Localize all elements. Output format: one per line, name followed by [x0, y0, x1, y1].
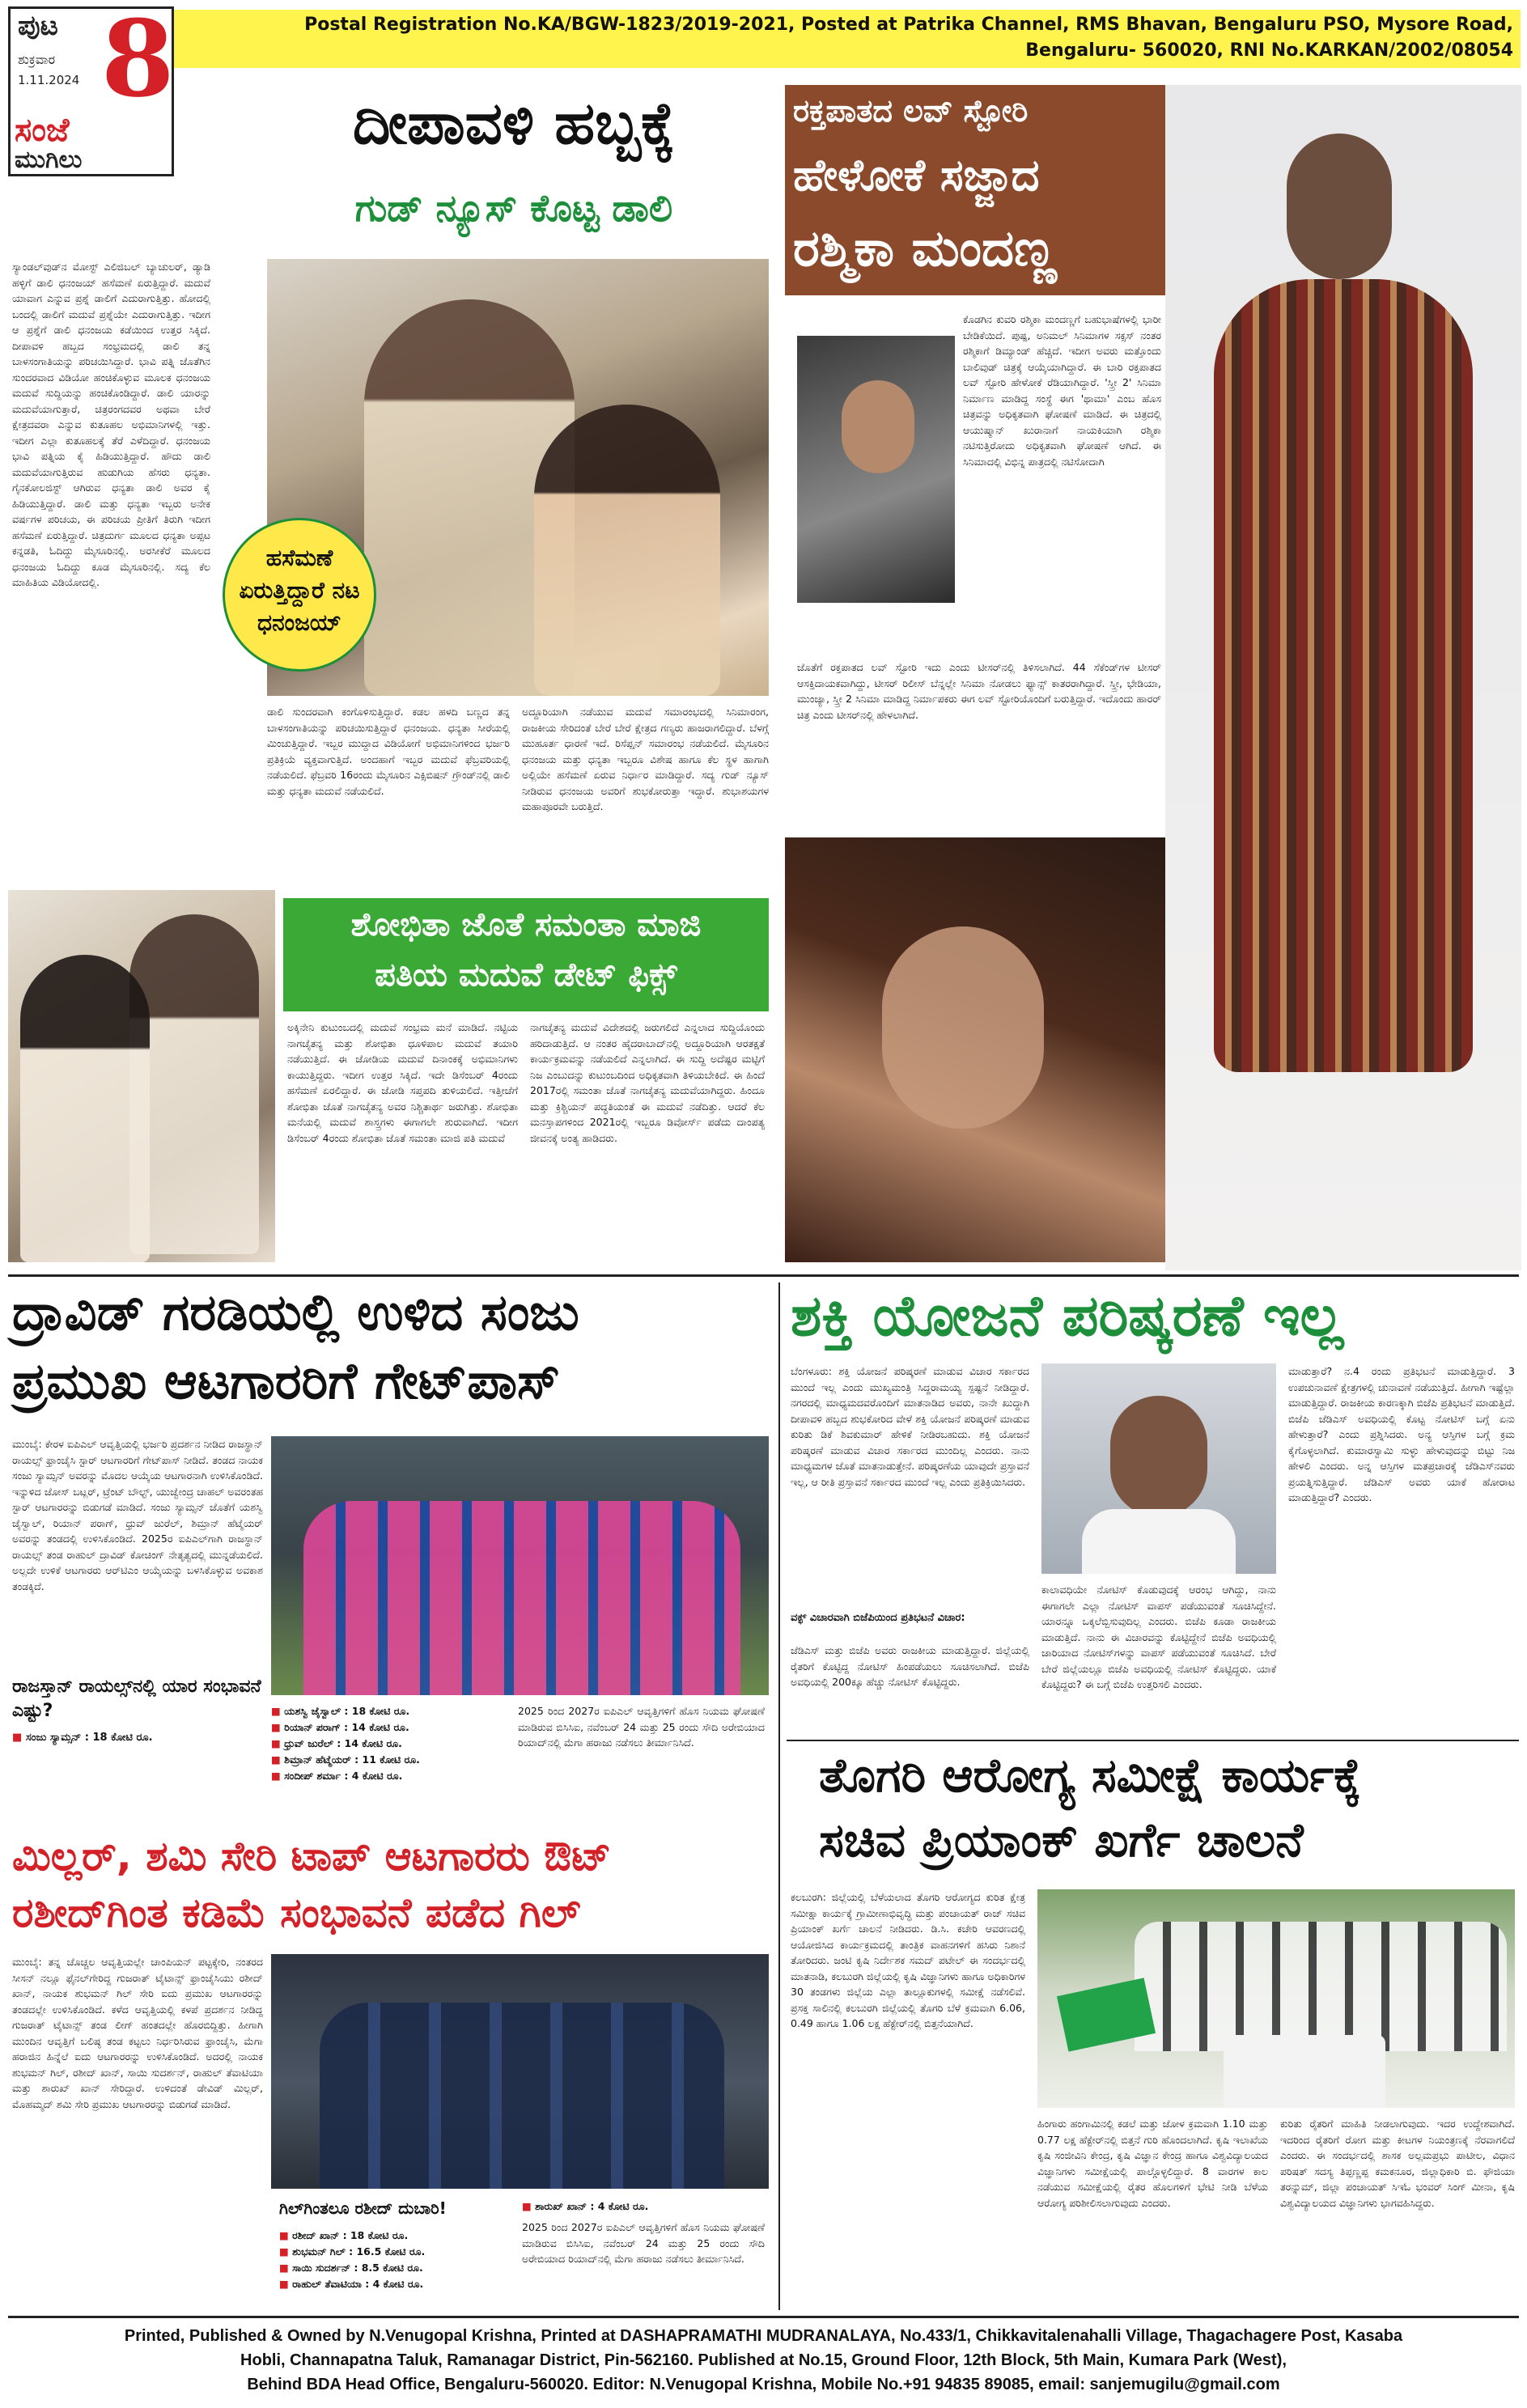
rashmika-body-top: ಕೊಡಗಿನ ಕುವರಿ ರಶ್ಮಿಕಾ ಮಂದಣ್ಣಗೆ ಬಹುಭಾಷೆಗಳಲ್ಲಿ ಭಾರೀ ಬೇಡಿಕೆಯಿದೆ. ಪುಷ್ಪ, ಅನಿಮಲ್ ಸಿನಿಮಾಗಳ ಸಕ್ಸಸ್ ನಂತರ ರಶ್ಮಿಕಾಗೆ ಡಿಮ್ಯಾಂಡ್ ಹೆಚ್ಚಿದೆ. ಇದೀಗ ಅವರು ಮತ್ತೊಂದು ಬಾಲಿವುಡ್ ಚಿತ್ರಕ್ಕೆ ಆಯ್ಕೆಯಾಗಿದ್ದಾರೆ. ಈ ಬಾರಿ ರಕ್ತಪಾತದ ಲವ್ ಸ್ಟೋರಿ ಹೇಳೋಕೆ ರೆಡಿಯಾಗಿದ್ದಾರೆ. 'ಸ್ತ್ರೀ 2' ಸಿನಿಮಾ ನಿರ್ಮಾಣ ಮಾಡಿದ್ದ ಸಂಸ್ಥೆ ಈಗ 'ಥಾಮಾ' ಎಂಬ ಹೊಸ ಚಿತ್ರವನ್ನು ಅಧಿಕೃತವಾಗಿ ಘೋಷಣೆ ಮಾಡಿದೆ. ಈ ಚಿತ್ರದಲ್ಲಿ ಆಯುಷ್ಮಾನ್ ಖುರಾನಾಗೆ ನಾಯಕಿಯಾಗಿ ರಶ್ಮಿಕಾ ನಟಿಸುತ್ತಿರೋದು ಅಧಿಕೃತವಾಗಿ ಘೋಷಣೆ ಆಗಿದೆ. ಈ ಸಿನಿಮಾದಲ್ಲಿ ವಿಭಿನ್ನ ಪಾತ್ರದಲ್ಲಿ ನಟಿಸೋದಾಗಿ [963, 313, 1161, 468]
sanju-story [0, 1282, 777, 1825]
sanju-headline-2: ಪ್ರಮುಖ ಆಟಗಾರರಿಗೆ ಗೇಟ್‌ಪಾಸ್ [12, 1351, 561, 1410]
bullet-icon: ■ [271, 1737, 285, 1749]
players-group [303, 1501, 740, 1695]
samantha-col1: ಅಕ್ಕಿನೇನಿ ಕುಟುಂಬದಲ್ಲಿ ಮದುವೆ ಸಂಭ್ರಮ ಮನೆ ಮಾಡಿದೆ. ನಟ್ಟಿಯ ನಾಗಚೈತನ್ಯ ಮತ್ತು ಶೋಭಿತಾ ಧೂಳಿಪಾಲ ಮದುವೆ ತಯಾರಿ ನಡೆಯುತ್ತಿದೆ. ಈ ಜೋಡಿಯ ಮದುವೆ ದಿನಾಂಕಕ್ಕೆ ಅಭಿಮಾನಿಗಳು ಕಾಯುತ್ತಿದ್ದರು. ಇದೀಗ ಉತ್ತರ ಸಿಕ್ಕಿದೆ. ಇದೇ ಡಿಸೆಂಬರ್ 4ರಂದು ಹಸೆಮಣೆ ಏರಲಿದ್ದಾರೆ. ಈ ಜೋಡಿ ಸಪ್ತಪದಿ ತುಳಿಯಲಿದೆ. ಇತ್ತೀಚೆಗೆ ಶೋಭಿತಾ ಜೊತೆ ನಾಗಚೈತನ್ಯ ಅವರ ನಿಶ್ಚಿತಾರ್ಥ ಜರುಗಿತ್ತು. ಶೋಭಿತಾ ಮನೆಯಲ್ಲಿ ಮದುವೆ ಶಾಸ್ತ್ರಗಳು ಈಗಾಗಲೇ ಶುರುವಾಗಿದೆ. ಇದೀಗ ಡಿಸೆಂಬರ್ 4ರಂದು ಶೋಭಿತಾ ಜೊತೆ ಸಮಂತಾ ಮಾಜಿ ಪತಿ ಮದುವೆ [287, 1021, 518, 1144]
vertical-divider [778, 1282, 780, 2310]
closeup-face [882, 926, 1044, 1129]
horizontal-divider [787, 1740, 1519, 1741]
shakti-story [787, 1282, 1519, 1736]
ayushmann-face [842, 380, 914, 473]
retained-player-row: ■ ರಾಹುಲ್ ತೆವಾಟಿಯಾ : 4 ಕೋಟಿ ರೂ. [279, 2278, 424, 2290]
bullet-icon: ■ [271, 1753, 285, 1766]
gill-headline-1: ಮಿಲ್ಲರ್, ಶಮಿ ಸೇರಿ ಟಾಪ್ ಆಟಗಾರರು ಔಟ್ [12, 1833, 612, 1880]
shakti-col1-subhead: ವಕ್ಫ್ ವಿಚಾರವಾಗಿ ಬಿಜೆಪಿಯಿಂದ ಪ್ರತಿಭಟನೆ ವಿಚಾರ: [791, 1612, 965, 1624]
paper-name-line2: ಮುಗಿಲು [15, 146, 83, 174]
sanju-retained-list [271, 1703, 506, 1784]
dhananjay-story [0, 77, 777, 886]
gill-story [0, 1833, 777, 2310]
retained-player-row: ■ ಧ್ರುವ್ ಜುರೆಲ್ : 14 ಕೋಟಿ ರೂ. [271, 1737, 402, 1749]
retained-player-row: ■ ಶಿಮ್ರಾನ್ ಹೆಟ್ಮೆಯರ್ : 11 ಕೋಟಿ ರೂ. [271, 1753, 420, 1766]
imprint-line-3: Behind BDA Head Office, Bengaluru-560020. Editor: N.Venugopal Krishna, Mobile No.+91 94835 89085, email: sanjemugilu@gmail.com [247, 2376, 1280, 2393]
sanju-subhead: ರಾಜಸ್ತಾನ್ ರಾಯಲ್ಸ್‌ನಲ್ಲಿ ಯಾರ ಸಂಭಾವನೆ ಎಷ್ಟು? [12, 1677, 261, 1721]
retained-player-row: ■ ಶಾರುಖ್ ಖಾನ್ : 4 ಕೋಟಿ ರೂ. [522, 2200, 649, 2212]
bride-figure [534, 405, 720, 696]
couple-figure-woman [20, 955, 150, 1262]
dhananjay-photo-caption: ಹಸೆಮಣೆ ಏರುತ್ತಿದ್ದಾರೆ ನಟ ಧನಂಜಯ್ [239, 545, 360, 636]
gill-headline-2: ರಶೀದ್‌ಗಿಂತ ಕಡಿಮೆ ಸಂಭಾವನೆ ಪಡೆದ ಗಿಲ್ [12, 1889, 581, 1936]
bullet-icon: ■ [271, 1705, 285, 1717]
gill-auction-note: 2025 ರಿಂದ 2027ರ ಐಪಿಎಲ್ ಆವೃತ್ತಿಗಳಿಗೆ ಹೊಸ ನಿಯಮ ಘೋಷಣೆ ಮಾಡಿರುವ ಬಿಸಿಸಿಐ, ನವೆಂಬರ್ 24 ಮತ್ತು 25 ರಂದು ಸೌದಿ ಅರೇಬಿಯಾದ ರಿಯಾದ್‌ನಲ್ಲಿ ಮೆಗಾ ಹರಾಜು ನಡೆಸಲು ತೀರ್ಮಾನಿಸಿದೆ. [522, 2221, 765, 2265]
retained-player-row: ■ ಶುಭಮನ್ ಗಿಲ್ : 16.5 ಕೋಟಿ ರೂ. [279, 2245, 426, 2258]
shakti-col1-b: ಜೆಡಿಎಸ್ ಮತ್ತು ಬಿಜೆಪಿ ಅವರು ರಾಜಕೀಯ ಮಾಡುತ್ತಿದ್ದಾರೆ. ಜಿಲ್ಲೆಯಲ್ಲಿ ರೈತರಿಗೆ ಕೊಟ್ಟಿದ್ದ ನೋಟಿಸ್ ಹಿಂಪಡೆಯಲು ಸೂಚಿಸಲಾಗಿದೆ. ಬಿಜೆಪಿ ಅವಧಿಯಲ್ಲಿ 200ಕ್ಕೂ ಹೆಚ್ಚು ನೋಟಿಸ್ ಕೊಟ್ಟಿದ್ದರು. [791, 1644, 1029, 1688]
togari-col3: ಕುರಿತು ರೈತರಿಗೆ ಮಾಹಿತಿ ನೀಡಲಾಗುವುದು. ಇದರ ಉದ್ದೇಶವಾಗಿದೆ. ಇದರಿಂದ ರೈತರಿಗೆ ರೋಗ ಮತ್ತು ಕೀಟಗಳ ನಿಯಂತ್ರಣಕ್ಕೆ ನೆರವಾಗಲಿದೆ ಎಂದರು. ಈ ಸಂದರ್ಭದಲ್ಲಿ ಶಾಸಕ ಅಲ್ಲಮಪ್ರಭು ಪಾಟೀಲ, ವಿಧಾನ ಪರಿಷತ್ ಸದಸ್ಯ ತಿಪ್ಪಣ್ಣಪ್ಪ ಕಮಕನೂರ, ಜಿಲ್ಲಾಧಿಕಾರಿ ಬಿ. ಫೌಜಿಯಾ ತರನ್ನುಮ್, ಜಿಲ್ಲಾ ಪಂಚಾಯತ್ ಸಿಇಓ ಭಂವರ್ ಸಿಂಗ್ ಮೀನಾ, ಕೃಷಿ ವಿಶ್ವವಿದ್ಯಾಲಯದ ವಿಜ್ಞಾನಿಗಳು ಭಾಗವಹಿಸಿದ್ದರು. [1280, 2118, 1515, 2209]
shakti-col2: ಕಾಲಾವಧಿಯೇ ನೋಟಿಸ್ ಕೊಡುವುದಕ್ಕೆ ಆರಂಭ ಆಗಿದ್ದು, ನಾನು ಈಗಾಗಲೇ ಎಲ್ಲಾ ನೋಟಿಸ್ ವಾಪಸ್ ಪಡೆಯುವಂತೆ ಸೂಚಿಸಿದ್ದೇನೆ. ಯಾರನ್ನೂ ಒಕ್ಕಲೆಬ್ಬಿಸುವುದಿಲ್ಲ ಎಂದರು. ಬಿಜೆಪಿ ಕೂಡಾ ರಾಜಕೀಯ ಮಾಡುತ್ತಿದೆ. ನಾನು ಈ ವಿಚಾರವನ್ನು ಕೊಟ್ಟಿದ್ದೇನೆ ಬಿಜೆಪಿ ಅವಧಿಯಲ್ಲಿ ಜಾರಿಯಾದ ನೋಟಿಸ್‌ಗಳನ್ನು ವಾಪಸ್ ಪಡೆಯುವಂತೆ ಸೂಚಿಸಿದೆ. ಬೇರೆ ಬೇರೆ ಜಿಲ್ಲೆಯಲ್ಲೂ ಬಿಜೆಪಿ ಅವಧಿಯಲ್ಲಿ ನೋಟಿಸ್ ಕೊಟ್ಟಿದ್ದರು. ಯಾಕೆ ಕೊಟ್ಟಿದ್ದರು? ಈ ಬಗ್ಗೆ ಬಿಜೆಪಿ ಉತ್ತರಿಸಲಿ ಎಂದರು. [1041, 1583, 1276, 1690]
dhananjay-col2: ಡಾಲಿ ಸುಂದರವಾಗಿ ಕಂಗೊಳಿಸುತ್ತಿದ್ದಾರೆ. ಕಡಲ ಹಳದಿ ಬಣ್ಣದ ತನ್ನ ಬಾಳಸಂಗಾತಿಯನ್ನು ಪರಿಚಯಿಸುತ್ತಿದ್ದಾರೆ ಧನಂಜಯ. ಧನ್ಯತಾ ಸೀರೆಯಲ್ಲಿ ಮಿಂಚುತ್ತಿದ್ದಾರೆ. ಇಬ್ಬರ ಮುದ್ದಾದ ವಿಡಿಯೋಗೆ ಅಭಿಮಾನಿಗಳಿಂದ ಭರ್ಜರಿ ಪ್ರತಿಕ್ರಿಯೆ ವ್ಯಕ್ತವಾಗುತ್ತಿದೆ. ಅಂದಹಾಗೆ ಇಬ್ಬರ ಮದುವೆ ಫೆಬ್ರವರಿಯಲ್ಲಿ ನಡೆಯಲಿದೆ. ಫೆಬ್ರವರಿ 16ರಂದು ಮೈಸೂರಿನ ಎಕ್ಸಿಬಿಷನ್ ಗ್ರೌಂಡ್‌ನಲ್ಲಿ ಡಾಲಿ ಮತ್ತು ಧನ್ಯತಾ ಮದುವೆ ನಡೆಯಲಿದೆ. [267, 706, 510, 797]
gt-players-group [320, 2003, 724, 2189]
dhananjay-headline: ದೀಪಾವಳಿ ಹಬ್ಬಕ್ಕೆ [352, 89, 676, 157]
horizontal-divider [8, 1274, 1519, 1277]
puta-label: ಪುಟ [18, 10, 58, 42]
samantha-story [0, 890, 777, 1270]
event-crowd [1135, 1922, 1507, 2051]
gill-body: ಮುಂಬೈ: ತನ್ನ ಚೊಚ್ಚಲ ಆವೃತ್ತಿಯಲ್ಲೇ ಚಾಂಪಿಯನ್ ಪಟ್ಟಕ್ಕೇರಿ, ನಂತರದ ಸೀಸನ್ ನಲ್ಲೂ ಫೈನಲ್‌ಗೇರಿದ್ದ ಗುಜರಾತ್ ಟೈಟಾನ್ಸ್ ಫ್ರಾಂಚೈಸಿಯು ರಶೀದ್ ಖಾನ್, ನಾಯಕ ಶುಭಮನ್ ಗಿಲ್ ಸೇರಿ ಐದು ಪ್ರಮುಖ ಆಟಗಾರರನ್ನು ತಂಡದಲ್ಲೇ ಉಳಿಸಿಕೊಂಡಿದೆ. ಕಳೆದ ಆವೃತ್ತಿಯಲ್ಲಿ ಕಳಪೆ ಪ್ರದರ್ಶನ ನೀಡಿದ್ದ ಗುಜರಾತ್ ಟೈಟಾನ್ಸ್ ತಂಡ ಲೀಗ್ ಹಂತದಲ್ಲೇ ಹೊರಬಿದ್ದಿತ್ತು. ಹೀಗಾಗಿ ಮುಂದಿನ ಆವೃತ್ತಿಗೆ ಬಲಿಷ್ಠ ತಂಡ ಕಟ್ಟಲು ನಿರ್ಧರಿಸಿರುವ ಫ್ರಾಂಚೈಸಿ, ಮೆಗಾ ಹರಾಜಿನ ಹಿನ್ನೆಲೆ ಐದು ಆಟಗಾರರನ್ನು ಉಳಿಸಿಕೊಂಡಿದೆ. ಅದರಲ್ಲಿ ನಾಯಕ ಶುಭಮನ್ ಗಿಲ್, ರಶೀದ್ ಖಾನ್, ಸಾಯಿ ಸುದರ್ಶನ್, ರಾಹುಲ್ ತೆವಾಟಿಯಾ ಮತ್ತು ಶಾರುಖ್ ಖಾನ್ ಸೇರಿದ್ದಾರೆ. ಉಳಿದಂತೆ ಡೇವಿಡ್ ಮಿಲ್ಲರ್, ಮೊಹಮ್ಮದ್ ಶಮಿ ಸೇರಿ ಪ್ರಮುಖ ಆಟಗಾರರನ್ನು ಬಿಡುಗಡೆ ಮಾಡಿದೆ. [12, 1956, 263, 2110]
sanju-body: ಮುಂಬೈ: ಕೇರಳ ಐಪಿಎಲ್ ಆವೃತ್ತಿಯಲ್ಲಿ ಭರ್ಜರಿ ಪ್ರದರ್ಶನ ನೀಡಿದ ರಾಜಸ್ಥಾನ್ ರಾಯಲ್ಸ್ ಫ್ರಾಂಚೈಸಿ ಸ್ಟಾರ್ ಆಟಗಾರರಿಗೆ ಗೇಟ್‌ಪಾಸ್ ನೀಡಿದೆ. ತಂಡದ ನಾಯಕ ಸಂಜು ಸ್ಯಾಮ್ಸನ್ ಅವರನ್ನು ಮೊದಲ ಆಯ್ಕೆಯ ಆಟಗಾರನಾಗಿ ಉಳಿಸಿಕೊಂಡಿದೆ. ಇನ್ನುಳಿದ ಜೋಸ್ ಬಟ್ಲರ್, ಟ್ರೆಂಟ್ ಬೌಲ್ಟ್, ಯುಜ್ವೇಂದ್ರ ಚಾಹಲ್ ಅವರಂತಹ ಸ್ಟಾರ್ ಆಟಗಾರರನ್ನು ಬಿಡುಗಡೆ ಮಾಡಿದೆ. ಸಂಜು ಸ್ಯಾಮ್ಸನ್ ಜೊತೆಗೆ ಯಶಸ್ವಿ ಜೈಸ್ವಾಲ್, ರಿಯಾನ್ ಪರಾಗ್, ಧ್ರುವ್ ಜುರೆಲ್, ಶಿಮ್ರಾನ್ ಹೆಟ್ಮೆಯರ್ ಅವರನ್ನು ತಂಡದಲ್ಲಿ ಉಳಿಸಿಕೊಂಡಿದೆ. 2025ರ ಐಪಿಎಲ್‌ಗಾಗಿ ರಾಜಸ್ಥಾನ್ ರಾಯಲ್ಸ್ ತಂಡ ರಾಹುಲ್ ದ್ರಾವಿಡ್ ಕೋಚಿಂಗ್ ನೇತೃತ್ವದಲ್ಲಿ ಮುನ್ನಡೆಯಲಿದೆ. ಅಲ್ಲದೇ ಉಳಿಕೆ ಆಟಗಾರರು ಆರ್‌ಟಿಎಂ ಆಯ್ಕೆಯನ್ನು ಬಳಸಿಕೊಳ್ಳುವ ಅವಕಾಶ ತಂಡಕ್ಕಿದೆ. [12, 1438, 263, 1592]
retained-player-sanju: ಸಂಜು ಸ್ಯಾಮ್ಸನ್ : 18 ಕೋಟಿ ರೂ. [25, 1732, 153, 1744]
bullet-icon: ■ [279, 2229, 293, 2241]
togari-col1: ಕಲಬುರಗಿ: ಜಿಲ್ಲೆಯಲ್ಲಿ ಬೆಳೆಯಲಾದ ತೊಗರಿ ಆರೋಗ್ಯದ ಕುರಿತ ಕ್ಷೇತ್ರ ಸಮೀಕ್ಷಾ ಕಾರ್ಯಕ್ಕೆ ಗ್ರಾಮೀಣಾಭಿವೃದ್ಧಿ ಮತ್ತು ಪಂಚಾಯತ್ ರಾಜ್ ಸಚಿವ ಪ್ರಿಯಾಂಕ್ ಖರ್ಗೆ ಚಾಲನೆ ನೀಡಿದರು. ಡಿ.ಸಿ. ಕಚೇರಿ ಆವರಣದಲ್ಲಿ ಆಯೋಜಿಸಿದ ಕಾರ್ಯಕ್ರಮದಲ್ಲಿ ತಾಂತ್ರಿಕ ವಾಹನಗಳಿಗೆ ಹಸಿರು ನಿಶಾನೆ ತೋರಿದರು. ಜಂಟಿ ಕೃಷಿ ನಿರ್ದೇಶಕ ಸಮದ್ ಪಟೇಲ್ ಈ ಸಂದರ್ಭದಲ್ಲಿ ಮಾತನಾಡಿ, ಕಲಬುರಗಿ ಜಿಲ್ಲೆಯಲ್ಲಿ ಕೃಷಿ ವಿಜ್ಞಾನಿಗಳು ಹಾಗೂ ಅಧಿಕಾರಿಗಳ 30 ತಂಡಗಳು ಜಿಲ್ಲೆಯ ಎಲ್ಲಾ ತಾಲ್ಲೂಕುಗಳಲ್ಲಿ ಸಮೀಕ್ಷೆ ನಡೆಸಲಿವೆ. ಪ್ರಸಕ್ತ ಸಾಲಿನಲ್ಲಿ ಕಲಬುರಗಿ ಜಿಲ್ಲೆಯಲ್ಲಿ ತೊಗರಿ ಬೆಳೆ ಕ್ರಮವಾಗಿ 6.06, 0.49 ಹಾಗೂ 1.06 ಲಕ್ಷ ಹೆಕ್ಟೇರ್‌ನಲ್ಲಿ ಬಿತ್ತನೆಯಾಗಿದೆ. [791, 1891, 1025, 2029]
retained-player-row: ■ ರಿಯಾನ್ ಪರಾಗ್ : 14 ಕೋಟಿ ರೂ. [271, 1721, 409, 1733]
shakti-col1: ಬೆಂಗಳೂರು: ಶಕ್ತಿ ಯೋಜನೆ ಪರಿಷ್ಕರಣೆ ಮಾಡುವ ವಿಚಾರ ಸರ್ಕಾರದ ಮುಂದೆ ಇಲ್ಲ ಎಂದು ಮುಖ್ಯಮಂತ್ರಿ ಸಿದ್ದರಾಮಯ್ಯ ಸ್ಪಷ್ಟನೆ ನೀಡಿದ್ದಾರೆ. ನಗರದಲ್ಲಿ ಮಾಧ್ಯಮದವರೊಂದಿಗೆ ಮಾತನಾಡಿದ ಅವರು, ನಾನೇ ಖುದ್ದಾಗಿ ದೀಪಾವಳಿ ಹಬ್ಬದ ಶುಭಕೋರಿದ ವೇಳೆ ಶಕ್ತಿ ಯೋಜನೆ ಪರಿಷ್ಕರಣೆ ಮಾಡುವ ಕುರಿತು ಡಿಕೆ ಶಿವಕುಮಾರ್ ಹೇಳಿಕೆ ನೀಡಿರಬಹುದು. ಶಕ್ತಿ ಯೋಜನೆ ಪರಿಷ್ಕರಣೆ ಮಾಡುವ ವಿಚಾರ ಸರ್ಕಾರದ ಮುಂದಿಲ್ಲ ಎಂದರು. ನಾನು ಮಾಧ್ಯಮಗಳ ಜೊತೆ ಮಾತನಾಡುತ್ತೇನೆ. ಪರಿಷ್ಕರಣೆಯ ಯಾವುದೇ ಪ್ರಸ್ತಾವನೆ ಇಲ್ಲ, ಆ ರೀತಿ ಪ್ರಸ್ತಾವನೆ ಸರ್ಕಾರದ ಮುಂದೆ ಇಲ್ಲ ಎಂದು ಪ್ರತಿಕ್ರಿಯಿಸಿದರು. [791, 1365, 1029, 1488]
sanju-headline-1: ದ್ರಾವಿಡ್ ಗರಡಿಯಲ್ಲಿ ಉಳಿದ ಸಂಜು [12, 1282, 579, 1342]
ayushmann-photo [797, 336, 955, 603]
imprint-footer [8, 2324, 1519, 2405]
gill-retained-list-right [522, 2198, 765, 2215]
bullet-icon: ■ [279, 2245, 293, 2258]
shakti-headline: ಶಕ್ತಿ ಯೋಜನೆ ಪರಿಷ್ಕರಣೆ ಇಲ್ಲ [791, 1282, 1344, 1349]
togari-headline-1: ತೊಗರಿ ಆರೋಗ್ಯ ಸಮೀಕ್ಷೆ ಕಾರ್ಯಕ್ಕೆ [819, 1748, 1362, 1803]
siddaramaiah-photo [1041, 1363, 1276, 1574]
rashmika-headline-3: ರಶ್ಮಿಕಾ ಮಂದಣ್ಣ [793, 218, 1057, 278]
dhananjay-col1: ಸ್ಯಾಂಡಲ್‌ವುಡ್‌ನ ಮೋಸ್ಟ್ ಎಲಿಜಿಬಲ್ ಬ್ಯಾಚುಲರ್, ಡ್ಯಾಡಿ ಹಳ್ಳಿಗೆ ಡಾಲಿ ಧನಂಜಯ್ ಹಸೆಮಣೆ ಏರುತ್ತಿದ್ದಾರೆ. ಮದುವೆ ಯಾವಾಗ ಎನ್ನುವ ಪ್ರಶ್ನೆ ಡಾಲಿಗೆ ಎದುರಾಗುತ್ತಿತ್ತು. ಹೋದಲ್ಲಿ ಬಂದಲ್ಲಿ ಡಾಲಿಗೆ ಮದುವೆ ಪ್ರಶ್ನೆಯೇ ಎದುರಾಗುತ್ತಿತ್ತು. ಇದೀಗ ಆ ಪ್ರಶ್ನೆಗೆ ಡಾಲಿ ಧನಂಜಯ ಕಡೆಯಿಂದ ಉತ್ತರ ಸಿಕ್ಕಿದೆ. ದೀಪಾವಳಿ ಹಬ್ಬದ ಸಂಭ್ರಮದಲ್ಲಿ ಡಾಲಿ ತನ್ನ ಬಾಳಸಂಗಾತಿಯನ್ನು ಪರಿಚಯಿಸಿದ್ದಾರೆ. ಭಾವಿ ಪತ್ನಿ ಜೊತೆಗಿನ ಸುಂದರವಾದ ವಿಡಿಯೋ ಹಂಚಿಕೊಳ್ಳುವ ಮೂಲಕ ಧನಂಜಯ ಮದುವೆ ಸುದ್ದಿಯನ್ನು ಹಂಚಿಕೊಂಡಿದ್ದಾರೆ. ಡಾಲಿ ಯಾರನ್ನು ಮದುವೆಯಾಗುತ್ತಾರೆ, ಚಿತ್ರರಂಗದವರ ಅಥವಾ ಬೇರೆ ಕ್ಷೇತ್ರದವರಾ ಎನ್ನುವ ಕುತೂಹಲ ಅಭಿಮಾನಿಗಳಲ್ಲಿ ಇತ್ತು. ಇದೀಗ ಎಲ್ಲಾ ಕುತೂಹಲಕ್ಕೆ ತೆರೆ ಎಳೆದಿದ್ದಾರೆ. ಧನಂಜಯ ಭಾವಿ ಪತ್ನಿಯ ಕೈ ಹಿಡಿಯುತ್ತಿದ್ದಾರೆ. ಹೌದು ಡಾಲಿ ಮದುವೆಯಾಗುತ್ತಿರುವ ಹುಡುಗಿಯ ಹೆಸರು ಧನ್ಯತಾ. ಗೈನಕೋಲಜಿಸ್ಟ್ ಆಗಿರುವ ಧನ್ಯತಾ ಡಾಲಿ ಅವರ ಕೈ ಹಿಡಿಯುತ್ತಿದ್ದಾರೆ. ಡಾಲಿ ಮತ್ತು ಧನ್ಯತಾ ಇಬ್ಬರು ಅನೇಕ ವರ್ಷಗಳ ಪರಿಚಯ, ಈ ಪರಿಚಯ ಪ್ರೀತಿಗೆ ತಿರುಗಿ ಇದೀಗ ಹಸೆಮಣೆ ಏರುತ್ತಿದ್ದಾರೆ. ಚಿತ್ರದುರ್ಗ ಮೂಲದ ಧನ್ಯತಾ ಅಪ್ಪಟ ಕನ್ನಡತಿ, ಓದಿದ್ದು ಮೈಸೂರಿನಲ್ಲಿ. ಅರಸೀಕೆರೆ ಮೂಲದ ಧನಂಜಯ ಓದಿದ್ದು ಕೂಡ ಮೈಸೂರಿನಲ್ಲಿ. ಸದ್ಯ ಕೆಲ ಮಾಹಿತಿಯ ವಿಡಿಯೋದಲ್ಲಿ. [12, 261, 210, 588]
paper-name-line1: ಸಂಜೆ [15, 112, 70, 149]
rashmika-body-bottom: ಜೊತೆಗೆ ರಕ್ತಪಾತದ ಲವ್ ಸ್ಟೋರಿ ಇದು ಎಂದು ಟೀಸರ್‌ನಲ್ಲಿ ತಿಳಿಸಲಾಗಿದೆ. 44 ಸೆಕೆಂಡ್‌ಗಳ ಟೀಸರ್ ಆಸಕ್ತಿದಾಯಕವಾಗಿದ್ದು, ಟೀಸರ್ ರಿಲೀಸ್ ಬೆನ್ನಲ್ಲೇ ಸಿನಿಮಾ ನೋಡಲು ಫ್ಯಾನ್ಸ್ ಕಾತರರಾಗಿದ್ದಾರೆ. ಸ್ತ್ರೀ, ಭೇಡಿಯಾ, ಮುಂಜ್ಯಾ, ಸ್ತ್ರೀ 2 ಸಿನಿಮಾ ಮಾಡಿದ್ದ ನಿರ್ಮಾಪಕರು ಈಗ ಲವ್ ಸ್ಟೋರಿಯೊಂದಿಗೆ ಬರುತ್ತಿದ್ದಾರೆ. ಇದೊಂದು ಹಾರರ್ ಚಿತ್ರ ಎಂದು ಟೀಸರ್‌ನಲ್ಲಿ ಹೇಳಲಾಗಿದೆ. [797, 661, 1161, 721]
vehicle [1224, 2035, 1385, 2108]
retained-player-row: ■ ಸಾಯಿ ಸುದರ್ಶನ್ : 8.5 ಕೋಟಿ ರೂ. [279, 2262, 423, 2274]
bullet-icon: ■ [271, 1770, 285, 1782]
standing-figure-head [1287, 134, 1392, 279]
bullet-icon: ■ [271, 1721, 285, 1733]
standing-figure-jacket [1214, 279, 1473, 1072]
sanju-auction-note: 2025 ರಿಂದ 2027ರ ಐಪಿಎಲ್ ಆವೃತ್ತಿಗಳಿಗೆ ಹೊಸ ನಿಯಮ ಘೋಷಣೆ ಮಾಡಿರುವ ಬಿಸಿಸಿಐ, ನವೆಂಬರ್ 24 ಮತ್ತು 25 ರಂದು ಸೌದಿ ಅರೇಬಿಯಾದ ರಿಯಾದ್‌ನಲ್ಲಿ ಮೆಗಾ ಹರಾಜು ನಡೆಸಲು ತೀರ್ಮಾನಿಸಿದೆ. [518, 1705, 765, 1749]
retained-player-row: ■ ಸಂದೀಪ್ ಶರ್ಮಾ : 4 ಕೋಟಿ ರೂ. [271, 1770, 403, 1782]
dhananjay-col3: ಅದ್ದೂರಿಯಾಗಿ ನಡೆಯುವ ಮದುವೆ ಸಮಾರಂಭದಲ್ಲಿ ಸಿನಿಮಾರಂಗ, ರಾಜಕೀಯ ಸೇರಿದಂತೆ ಬೇರೆ ಬೇರೆ ಕ್ಷೇತ್ರದ ಗಣ್ಯರು ಹಾಜರಾಗಲಿದ್ದಾರೆ. ಬೆಳಗ್ಗೆ ಮುಹೂರ್ತ ಧಾರಣೆ ಇದೆ. ರಿಸೆಪ್ಷನ್ ಸಮಾರಂಭ ನಡೆಯಲಿದೆ. ಮೈಸೂರಿನ ಧನಂಜಯ ಮತ್ತು ಧನ್ಯತಾ ಇಬ್ಬರೂ ವಿಶೇಷ ಹಾಗೂ ಕೆಲ ಸ್ಥಳ ಹಾಗಾಗಿ ಅಲ್ಲಿಯೇ ಹಸೆಮಣೆ ಏರುವ ನಿರ್ಧಾರ ಮಾಡಿದ್ದಾರೆ. ಸದ್ಯ ಗುಡ್ ನ್ಯೂಸ್ ನೀಡಿರುವ ಧನಂಜಯ ಅವರಿಗೆ ಶುಭಕೋರುತ್ತಾ ಇದ್ದಾರೆ. ಶುಭಾಶಯಗಳ ಮಹಾಪೂರವೇ ಬರುತ್ತಿದೆ. [522, 706, 769, 812]
shakti-col3: ಮಾಡುತ್ತಾರೆ? ನ.4 ರಂದು ಪ್ರತಿಭಟನೆ ಮಾಡುತ್ತಿದ್ದಾರೆ. 3 ಉಪಚುನಾವಣೆ ಕ್ಷೇತ್ರಗಳಲ್ಲಿ ಚುನಾವಣೆ ನಡೆಯುತ್ತಿದೆ. ಹೀಗಾಗಿ ಇಷ್ಟೆಲ್ಲಾ ಮಾಡುತ್ತಿದ್ದಾರೆ. ರಾಜಕೀಯ ಕಾರಣಕ್ಕಾಗಿ ಬಿಜೆಪಿ ಪ್ರತಿಭಟನೆ ಮಾಡುತ್ತಿದೆ. ಬಿಜೆಪಿ ಜೆಡಿಎಸ್ ಅವಧಿಯಲ್ಲಿ ಕೊಟ್ಟ ನೋಟಿಸ್ ಬಗ್ಗೆ ಏನು ಹೇಳುತ್ತಾರೆ? ಎಂದು ಪ್ರಶ್ನಿಸಿದರು. ಅನ್ಯ ಆಸ್ತಿಗಳ ಬಗ್ಗೆ ಕ್ರಮ ಕೈಗೊಳ್ಳಲಾಗಿದೆ. ಕುಮಾರಸ್ವಾಮಿ ಸುಳ್ಳು ಹೇಳುವುದನ್ನು ಬಿಟ್ಟು ನಿಜ ಹೇಳಲಿ ಎಂದರು. ಅನ್ನ ಆಸ್ತಿಗಳ ಮತಪ್ರಚಾರಕ್ಕೆ ಜೆಡಿಎಸ್‌ನವರು ಪ್ರಯತ್ನಿಸುತ್ತಿದ್ದಾರೆ. ಜೆಡಿಎಸ್ ಅವರು ಯಾಕೆ ಹೋರಾಟ ಮಾಡುತ್ತಿದ್ದಾರೆ? ಎಂದರು. [1288, 1365, 1515, 1503]
footer-divider [8, 2316, 1519, 2318]
bullet-icon: ■ [279, 2278, 293, 2290]
cm-face [1110, 1396, 1207, 1517]
gill-retained-list-left [279, 2228, 514, 2292]
rashmika-standing-photo [1165, 85, 1521, 1270]
rashmika-headline-2: ಹೇಳೋಕೆ ಸಜ್ಜಾದ [793, 150, 1040, 201]
retained-player-row: ■ ಯಶಸ್ವಿ ಜೈಸ್ವಾಲ್ : 18 ಕೋಟಿ ರೂ. [271, 1705, 410, 1717]
rashmika-story [785, 77, 1521, 1270]
issue-date: 1.11.2024 [18, 73, 80, 87]
rashmika-closeup-photo [785, 837, 1165, 1262]
kharge-event-photo [1037, 1889, 1515, 2108]
gt-team-photo [271, 1954, 769, 2189]
bullet-icon: ■ [279, 2262, 293, 2274]
rashmika-headline-1: ರಕ್ತಪಾತದ ಲವ್ ಸ್ಟೋರಿ [793, 93, 1029, 129]
sanju-captain-row [12, 1732, 263, 1744]
cm-shirt [1082, 1509, 1236, 1574]
togari-story [787, 1748, 1519, 2310]
samantha-headline-2: ಪತಿಯ ಮದುವೆ ಡೇಟ್ ಫಿಕ್ಸ್ [375, 956, 677, 994]
bullet-icon: ■ [12, 1732, 26, 1744]
imprint-line-1: Printed, Published & Owned by N.Venugopal Krishna, Printed at DASHAPRAMATHI MUDRANALAYA, No.433/1, Chikkavitalenahalli Village, Thagachagere Post, Kasaba [124, 2327, 1403, 2345]
weekday: ಶುಕ್ರವಾರ [18, 52, 56, 67]
page-number: 8 [101, 0, 175, 121]
samantha-headline-1: ಶೋಭಿತಾ ಜೊತೆ ಸಮಂತಾ ಮಾಜಿ [350, 906, 702, 943]
retained-player-row: ■ ರಶೀದ್ ಖಾನ್ : 18 ಕೋಟಿ ರೂ. [279, 2229, 409, 2241]
gill-subhead: ಗಿಲ್‌ಗಿಂತಲೂ ರಶೀದ್ ದುಬಾರಿ! [279, 2198, 447, 2218]
togari-col2: ಹಿಂಗಾರು ಹಂಗಾಮಿನಲ್ಲಿ ಕಡಲೆ ಮತ್ತು ಜೋಳ ಕ್ರಮವಾಗಿ 1.10 ಮತ್ತು 0.77 ಲಕ್ಷ ಹೆಕ್ಟೇರ್‌ನಲ್ಲಿ ಬಿತ್ತನೆ ಗುರಿ ಹೊಂದಲಾಗಿದೆ. ಕೃಷಿ ಇಲಾಖೆಯ ಕೃಷಿ ಸಂಜೀವಿನಿ ಕೇಂದ್ರ, ಕೃಷಿ ವಿಜ್ಞಾನ ಕೇಂದ್ರ ಹಾಗೂ ವಿಶ್ವವಿದ್ಯಾಲಯದ ವಿಜ್ಞಾನಿಗಳು ಸಮೀಕ್ಷೆಯಲ್ಲಿ ಪಾಲ್ಗೊಳ್ಳಲಿದ್ದಾರೆ. 8 ವಾರಗಳ ಕಾಲ ನಡೆಯುವ ಸಮೀಕ್ಷೆಯಲ್ಲಿ ರೈತರ ಹೊಲಗಳಿಗೆ ಭೇಟಿ ನೀಡಿ ಬೆಳೆಯ ಆರೋಗ್ಯ ಪರಿಶೀಲಿಸಲಾಗುವುದು ಎಂದರು. [1037, 2118, 1268, 2209]
bullet-icon: ■ [522, 2200, 536, 2212]
samantha-col2: ನಾಗಚೈತನ್ಯ ಮದುವೆ ವಿದೇಶದಲ್ಲಿ ಜರುಗಲಿದೆ ಎನ್ನಲಾದ ಸುದ್ದಿಯೊಂದು ಹರಿದಾಡುತ್ತಿದೆ. ಆ ನಂತರ ಹೈದರಾಬಾದ್‌ನಲ್ಲಿ ಅದ್ದೂರಿಯಾಗಿ ಆರತಕ್ಷತೆ ಕಾರ್ಯಕ್ರಮವನ್ನು ನಡೆಯಲಿದೆ ಎನ್ನಲಾಗಿದೆ. ಈ ಸುದ್ದಿ ಅದೆಷ್ಟರ ಮಟ್ಟಿಗೆ ನಿಜ ಎಂಬುದನ್ನು ಕುಟುಂಬದಿಂದ ಅಧಿಕೃತವಾಗಿ ತಿಳಿಯಬೇಕಿದೆ. ಈ ಹಿಂದೆ 2017ರಲ್ಲಿ ಸಮಂತಾ ಜೊತೆ ನಾಗಚೈತನ್ಯ ಮದುವೆಯಾಗಿದ್ದರು. ಹಿಂದೂ ಮತ್ತು ಕ್ರಿಶ್ಚಿಯನ್ ಪದ್ಧತಿಯಂತೆ ಈ ಮದುವೆ ನಡೆದಿತ್ತು. ಆದರೆ ಕೆಲ ಮನಸ್ತಾಪಗಳಿಂದ 2021ರಲ್ಲಿ ಇಬ್ಬರೂ ಡಿವೋರ್ಸ್ ಪಡೆದು ದಾಂಪತ್ಯ ಜೀವನಕ್ಕೆ ಅಂತ್ಯ ಹಾಡಿದರು. [530, 1021, 765, 1144]
postal-line-1: Postal Registration No.KA/BGW-1823/2019-2021, Posted at Patrika Channel, RMS Bhavan, Bengaluru PSO, Mysore Road, [304, 15, 1513, 35]
imprint-line-2: Hobli, Channapatna Taluk, Ramanagar District, Pin-562160. Published at No.15, Ground Floor, 12th Block, 5th Main, Kumara Park (West), [240, 2351, 1287, 2369]
postal-line-2: Bengaluru- 560020, RNI No.KARKAN/2002/08054 [1025, 40, 1513, 61]
dhananjay-subhead: ಗುಡ್ ನ್ಯೂಸ್ ಕೊಟ್ಟ ಡಾಲಿ [354, 186, 673, 230]
naga-sobhita-photo [8, 890, 275, 1262]
rr-team-photo [271, 1436, 769, 1695]
togari-headline-2: ಸಚಿವ ಪ್ರಿಯಾಂಕ್ ಖರ್ಗೆ ಚಾಲನೆ [819, 1812, 1304, 1867]
